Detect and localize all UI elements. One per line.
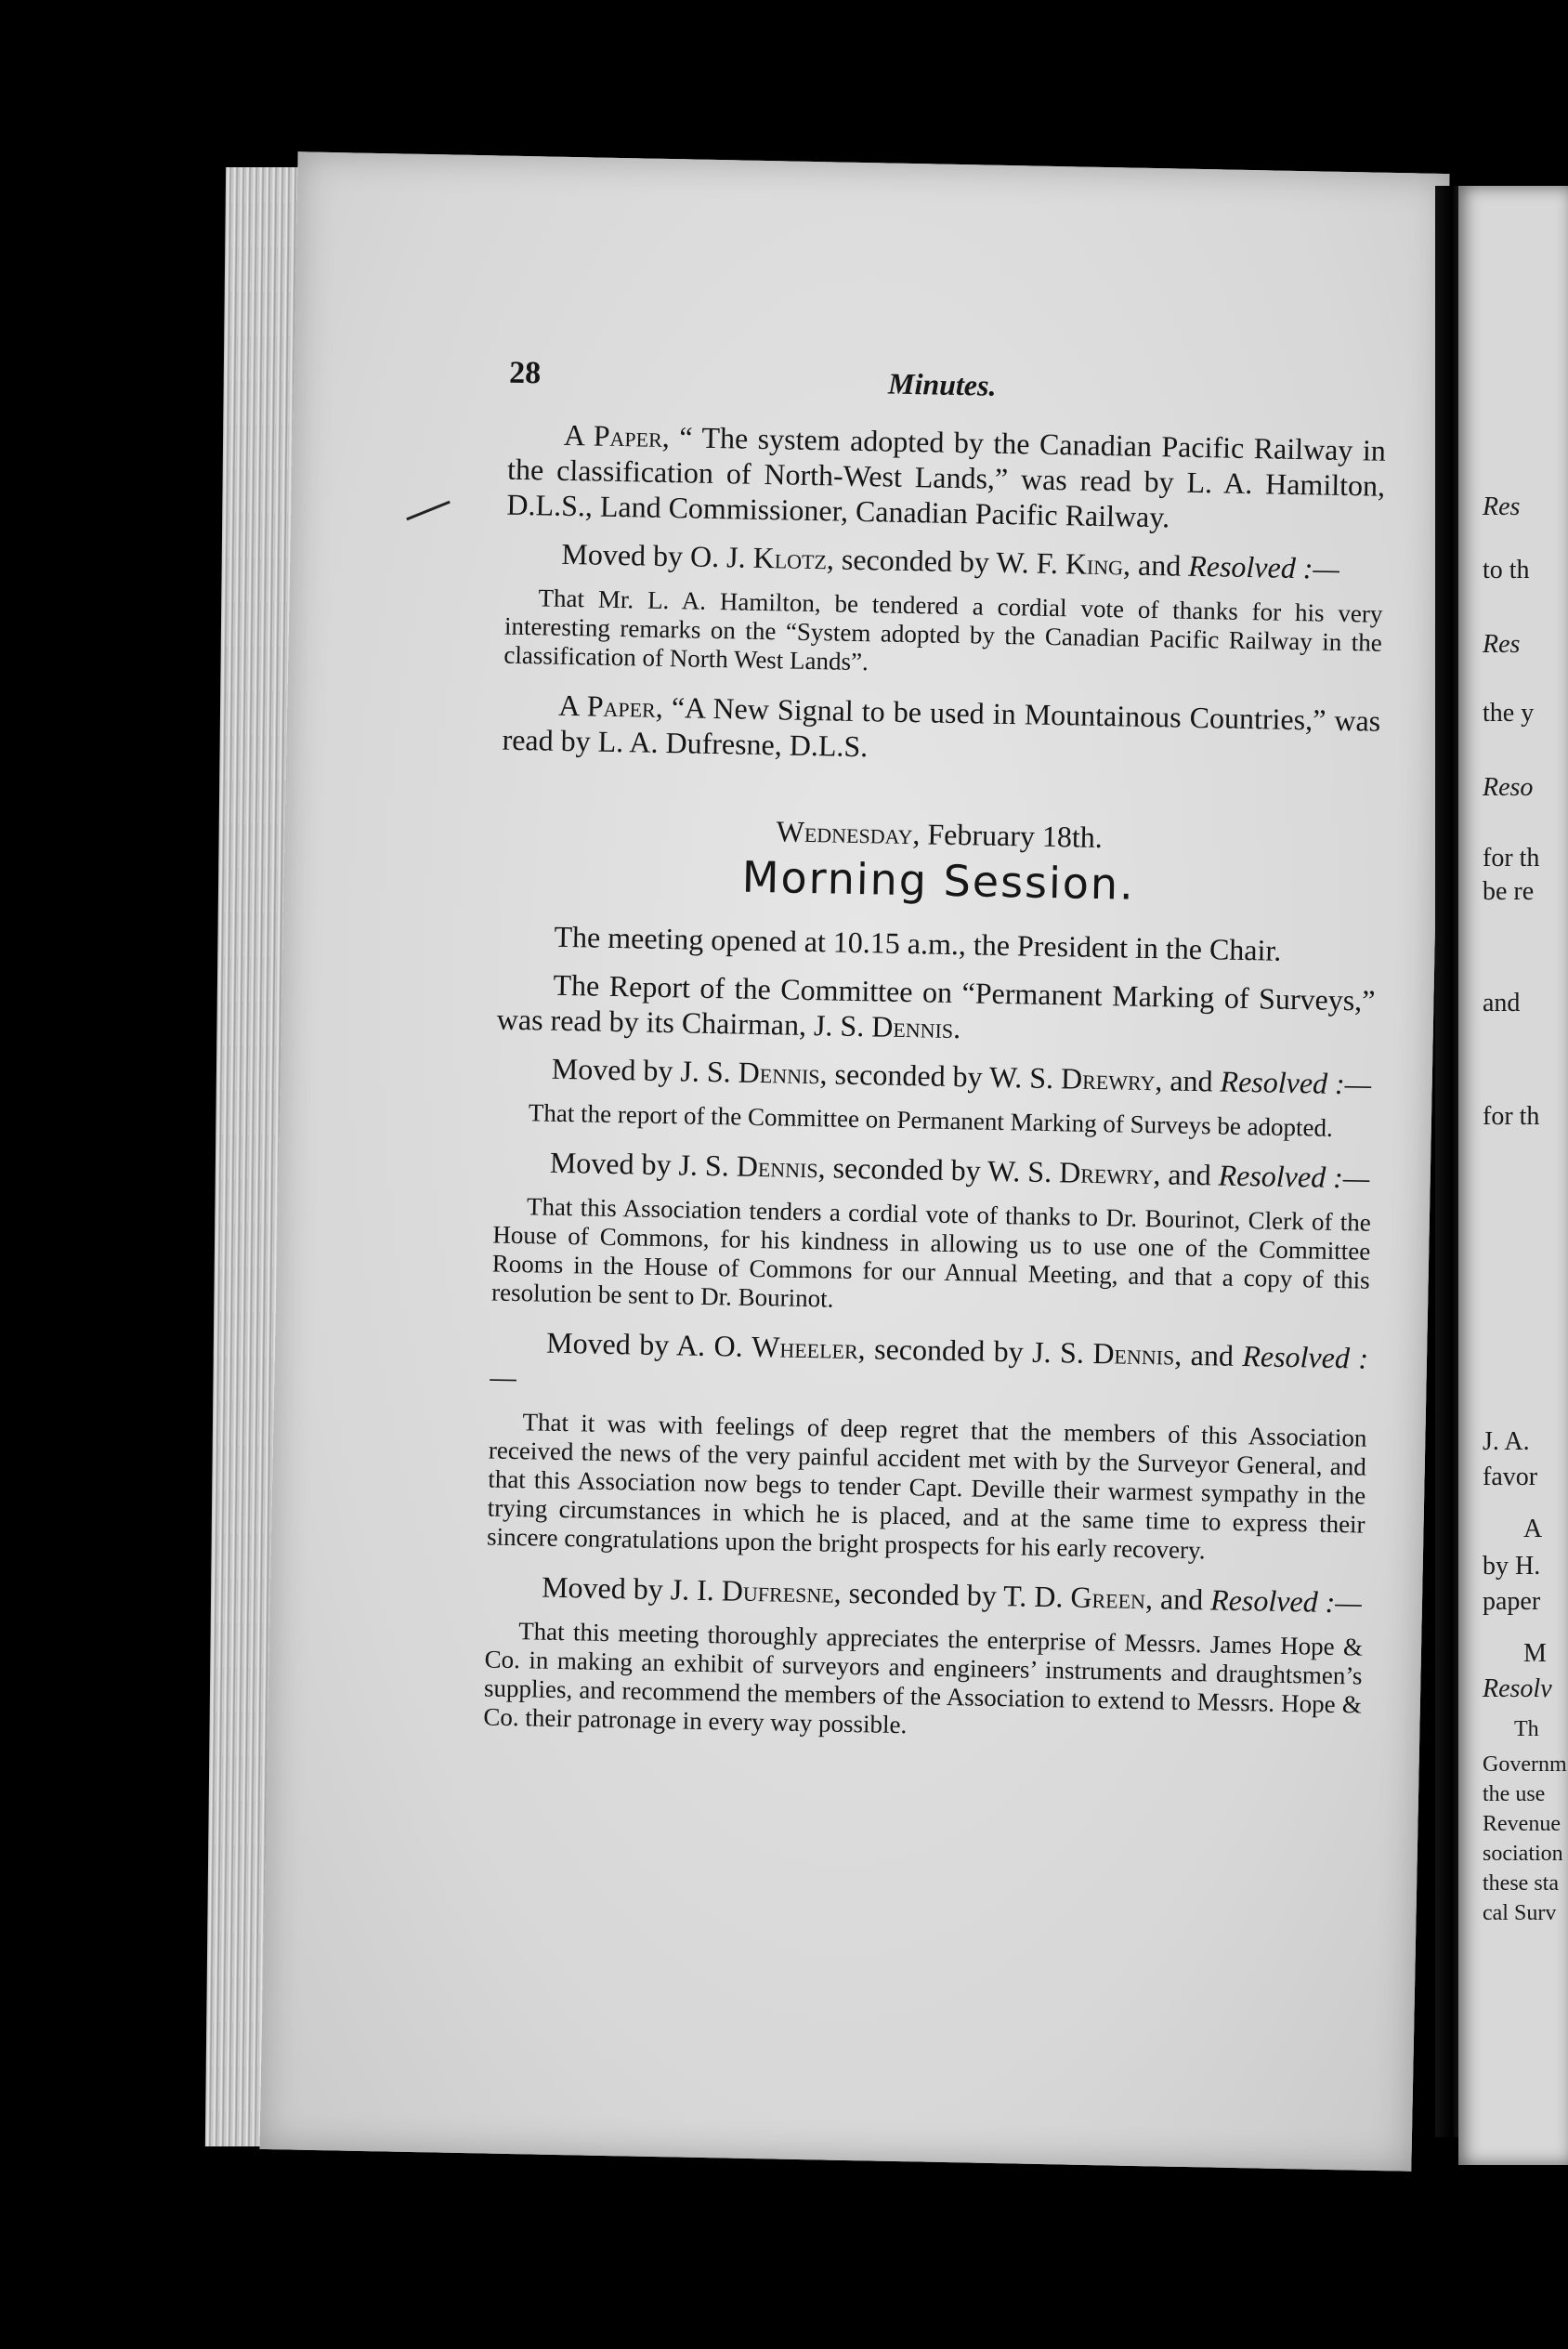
facing-page-text: favor xyxy=(1483,1463,1538,1491)
motion-text: , seconded by T. D. xyxy=(833,1575,1071,1614)
motion-text: Moved by J. S. xyxy=(551,1051,739,1089)
resolution-hope-exhibit: That this meeting thoroughly appreciates the enterprise of Messrs. James Hope & Co. in making an exhibit of surveyors and engineers’ instruments and draughtsmen’s supplies, and recommend the members of the Association to extend to Messrs. Hope & Co. their patronage in every way possible. xyxy=(483,1617,1364,1739)
resolution-report-adopted: That the report of the Committee on Permanent Marking of Surveys be adopted. xyxy=(528,1098,1334,1142)
seconder-name: Drewry xyxy=(1058,1155,1154,1191)
resolved-label: Resolved :— xyxy=(1187,548,1340,585)
facing-page-text: the y xyxy=(1483,699,1535,728)
facing-page-text: for th xyxy=(1483,844,1540,873)
resolved-label: Resolved :— xyxy=(1220,1064,1372,1101)
facing-page-text: for th xyxy=(1483,1102,1540,1131)
motion-text: , and xyxy=(1173,1337,1243,1373)
facing-page-text: Resolv xyxy=(1483,1674,1552,1703)
facing-page-text: sociation xyxy=(1483,1842,1563,1866)
page-body xyxy=(483,416,1386,1765)
paragraph-committee-report xyxy=(497,966,1376,1054)
paragraph-hamilton-paper xyxy=(506,416,1386,539)
motion-text: Moved by J. I. xyxy=(541,1569,723,1608)
motion-text: , and xyxy=(1153,1157,1220,1192)
page-number: 28 xyxy=(508,355,542,391)
facing-page-text: these sta xyxy=(1483,1871,1559,1896)
motion-text: , and xyxy=(1144,1581,1211,1617)
book-page xyxy=(259,151,1449,2171)
motion-text: , seconded by W. S. xyxy=(819,1056,1062,1096)
paper-label: A Paper, xyxy=(558,688,664,724)
seconder-name: Drewry xyxy=(1060,1061,1156,1097)
facing-page-text: the use xyxy=(1483,1782,1546,1806)
motion-text: Moved by A. O. xyxy=(545,1325,752,1363)
facing-page-text: to th xyxy=(1483,556,1530,584)
facing-page-text: cal Surv xyxy=(1483,1901,1557,1925)
facing-page-text: Governm xyxy=(1483,1752,1567,1777)
motion-text: Moved by J. S. xyxy=(549,1145,738,1183)
facing-page-fragment xyxy=(1458,186,1568,2165)
weekday: Wednesday xyxy=(776,814,913,851)
facing-page-text: Th xyxy=(1514,1717,1539,1741)
facing-page-text: paper xyxy=(1483,1587,1541,1616)
facing-page-text: Res xyxy=(1483,492,1521,521)
motion-dufresne-green xyxy=(486,1568,1365,1620)
facing-page-text: be re xyxy=(1483,877,1535,906)
facing-page-text: J. A. xyxy=(1483,1427,1530,1456)
paragraph-text: The Report of the Committee on “Permanent Marking of Surveys,” was read by its Chairman, J. S. xyxy=(496,967,1376,1043)
mover-name: Dufresne xyxy=(721,1573,835,1609)
motion-text: , seconded by W. S. xyxy=(817,1150,1060,1189)
resolution-bourinot-thanks: That this Association tenders a cordial vote of thanks to Dr. Bourinot, Clerk of the House of Commons, for his kindness in allowing us to use one of the Committee Rooms in the House of Commons for our Annual Meeting, and that a copy of this resolution be sent to Dr. Bourinot. xyxy=(490,1192,1372,1313)
session-title: Morning Session. xyxy=(741,851,1136,910)
seconder-name: Green xyxy=(1070,1580,1146,1616)
seconder-name: King xyxy=(1065,546,1124,582)
paragraph-text: “A New Signal to be used in Mountainous Countries,” was read by L. A. Dufresne, D.L.S. xyxy=(502,689,1381,764)
mover-name: Dennis xyxy=(736,1148,819,1185)
motion-dennis-drewry-2 xyxy=(494,1144,1373,1196)
page-header xyxy=(509,356,1391,419)
running-head: Minutes. xyxy=(887,366,997,402)
motion-text: , seconded by W. F. xyxy=(826,542,1066,581)
motion-text: , and xyxy=(1155,1063,1221,1098)
paragraph-text: “ The system adopted by the Canadian Pacific Railway in the classification of North-West Lands,” was read by L. A. Hamilton, D.L.S., Land Commissioner, Canadian Pacific Railway. xyxy=(506,420,1387,534)
resolution-hamilton-thanks: That Mr. L. A. Hamilton, be tendered a cordial vote of thanks for his very interesting remarks on the “System adopted by the Canadian Pacific Railway in the classification of North West Lands”. xyxy=(503,584,1383,676)
paragraph-dufresne-paper xyxy=(502,687,1380,774)
facing-page-text: Reso xyxy=(1483,773,1534,802)
motion-wheeler-dennis xyxy=(490,1324,1368,1411)
motion-text: , seconded by J. S. xyxy=(857,1332,1093,1370)
mover-name: Dennis xyxy=(738,1055,820,1091)
facing-page-text: M xyxy=(1523,1639,1547,1668)
facing-page-text: Revenue xyxy=(1483,1812,1561,1836)
facing-page-text: by H. xyxy=(1483,1552,1541,1581)
date-text: , February 18th. xyxy=(912,817,1104,855)
facing-page-text: A xyxy=(1523,1515,1543,1543)
resolved-label: Resolved :— xyxy=(490,1339,1369,1395)
mover-name: Klotz xyxy=(752,540,828,576)
motion-text: Moved by O. J. xyxy=(561,536,754,574)
resolution-deville-sympathy: That it was with feelings of deep regret that the members of this Association received the news of the very painful accident met with by the Surveyor General, and that this Association now begs to tender Capt. Deville their warmest sympathy in the trying circumstances in which he is placed, and at the same time to express their sincere congratulations upon the bright prospects for his early recovery. xyxy=(486,1408,1367,1565)
facing-page-text: and xyxy=(1483,989,1521,1017)
paragraph-meeting-opened: The meeting opened at 10.15 a.m., the President in the Chair. xyxy=(554,919,1282,967)
motion-text: , and xyxy=(1122,547,1189,583)
seconder-name: Dennis xyxy=(1092,1335,1175,1371)
resolved-label: Resolved :— xyxy=(1209,1582,1363,1620)
paper-label: A Paper, xyxy=(563,417,671,454)
mover-name: Wheeler xyxy=(751,1329,859,1366)
chairman-name: Dennis. xyxy=(870,1009,961,1045)
motion-dennis-drewry-1 xyxy=(496,1050,1375,1102)
resolved-label: Resolved :— xyxy=(1218,1158,1370,1195)
facing-page-text: Res xyxy=(1483,630,1521,659)
motion-klotz-king xyxy=(505,535,1384,587)
